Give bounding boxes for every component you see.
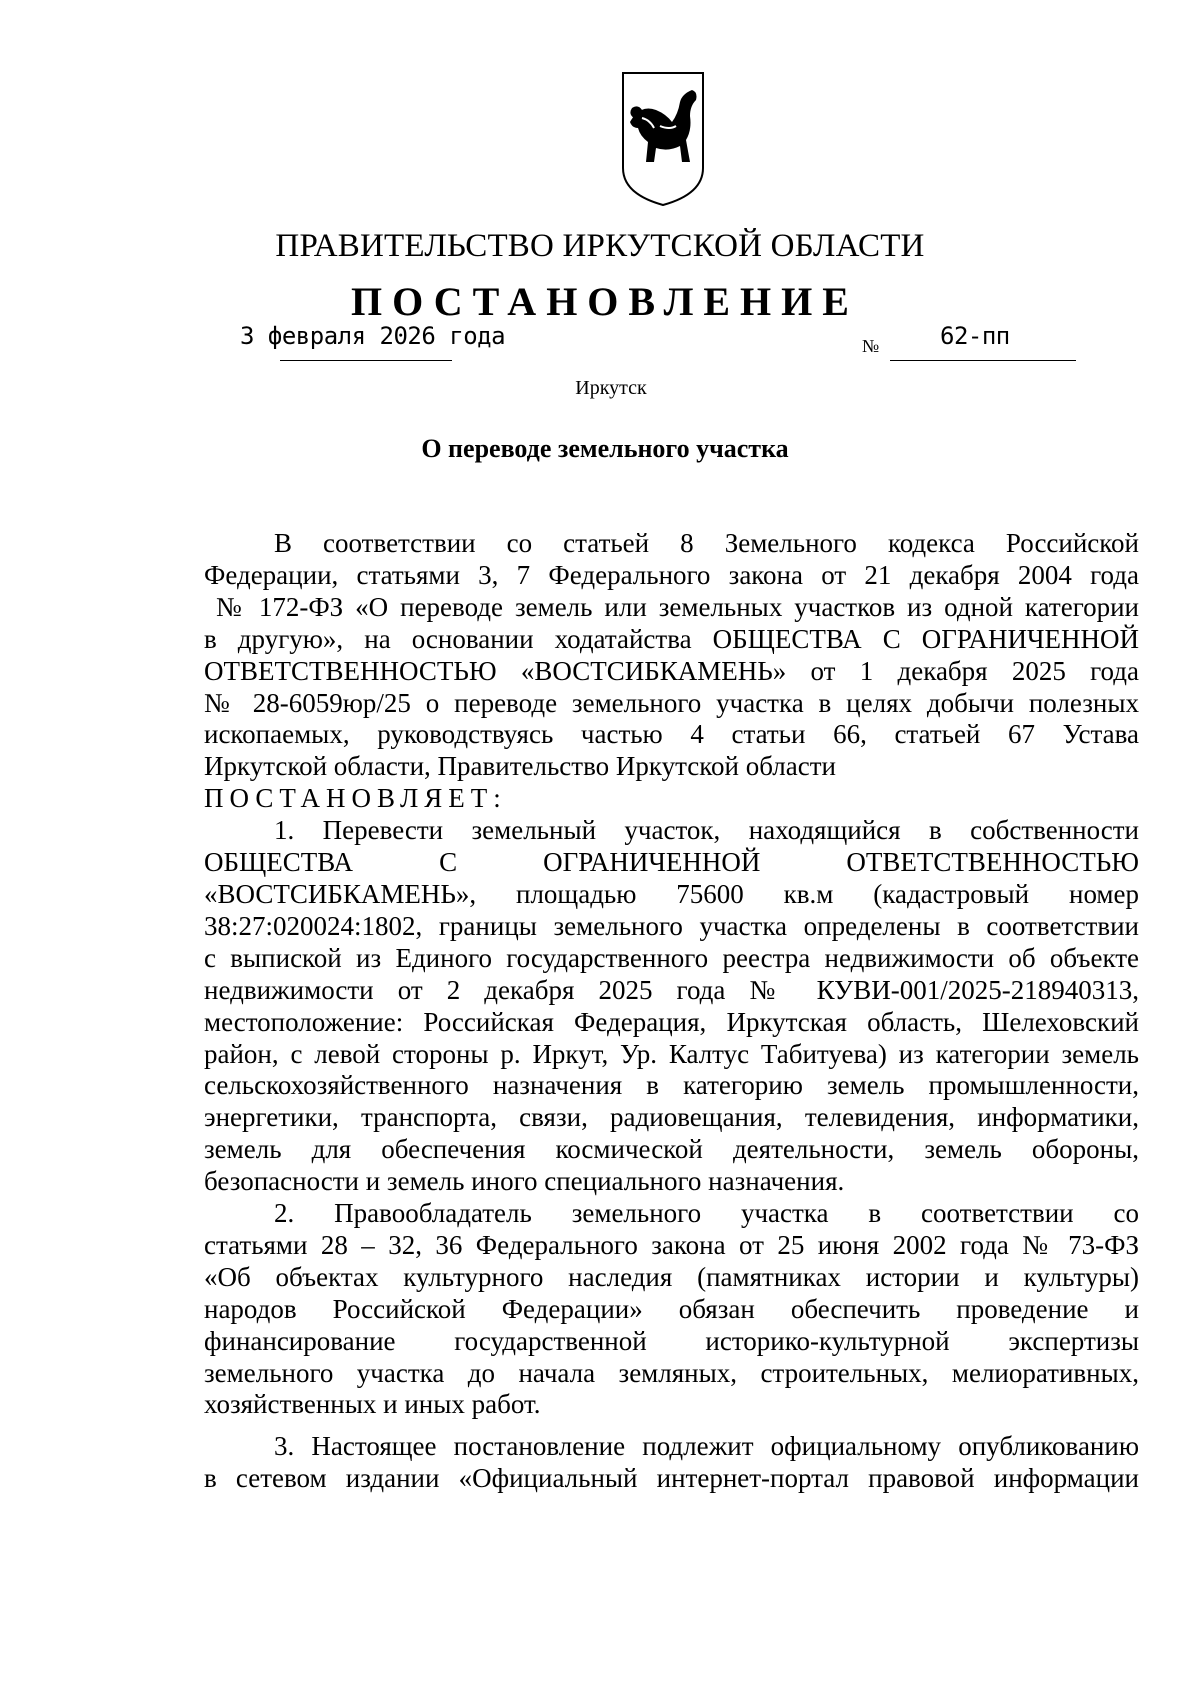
text-line: № 172-ФЗ «О переводе земель или земельных участков из одной категории (204, 591, 1139, 622)
text-line: недвижимости от 2 декабря 2025 года № КУВИ-001/2025-218940313, (204, 974, 1139, 1005)
text-line: сельскохозяйственного назначения в категорию земель промышленности, (204, 1070, 1139, 1101)
irkutsk-coat-of-arms-icon (620, 70, 706, 208)
document-date: 3 февраля 2026 года (240, 322, 506, 350)
text-line: «ВОСТСИБКАМЕНЬ», площадью 75600 кв.м (кадастровый номер (204, 878, 1139, 909)
text-line: безопасности и земель иного специального назначения. (204, 1166, 845, 1197)
text-line: хозяйственных и иных работ. (204, 1389, 541, 1420)
text-line: земельного участка до начала земляных, строительных, мелиоративных, (204, 1357, 1139, 1388)
text-line: 1. Перевести земельный участок, находящийся в собственности (274, 815, 1139, 846)
text-line: Федерации, статьями 3, 7 Федерального закона от 21 декабря 2004 года (204, 559, 1139, 590)
document-body (204, 528, 1139, 1495)
paragraph-gap (204, 1421, 1139, 1431)
text-line: район, с левой стороны р. Иркут, Ур. Калтус Табитуева) из категории земель (204, 1038, 1139, 1069)
text-line: 3. Настоящее постановление подлежит официальному опубликованию (274, 1431, 1139, 1462)
decree-word-paragraph (204, 783, 1139, 815)
text-line: в другую», на основании ходатайства ОБЩЕСТВА С ОГРАНИЧЕННОЙ (204, 623, 1139, 654)
text-line: с выпиской из Единого государственного реестра недвижимости об объекте (204, 942, 1139, 973)
date-underline (280, 360, 452, 361)
item-3-paragraph (204, 1431, 1139, 1495)
decree-word: ПОСТАНОВЛЯЕТ: (204, 783, 507, 814)
item-2-paragraph (204, 1198, 1139, 1421)
document-number: 62-пп (940, 322, 1010, 350)
text-line: ископаемых, руководствуясь частью 4 статьи 66, статьей 67 Устава (204, 719, 1139, 750)
text-line: земель для обеспечения космической деятельности, земель обороны, (204, 1134, 1139, 1165)
text-line: 2. Правообладатель земельного участка в соответствии со (274, 1198, 1139, 1229)
item-1-paragraph (204, 815, 1139, 1198)
text-line: № 28-6059юр/25 о переводе земельного участка в целях добычи полезных (204, 687, 1139, 718)
text-line: местоположение: Российская Федерация, Иркутская область, Шелеховский (204, 1006, 1139, 1037)
text-line: В соответствии со статьей 8 Земельного кодекса Российской (274, 528, 1139, 558)
text-line: финансирование государственной историко-культурной экспертизы (204, 1325, 1139, 1356)
text-line: 38:27:020024:1802, границы земельного участка определены в соответствии (204, 910, 1139, 941)
text-line: энергетики, транспорта, связи, радиовещания, телевидения, информатики, (204, 1102, 1139, 1133)
preamble-paragraph (204, 528, 1139, 783)
number-underline (890, 360, 1076, 361)
text-line: в сетевом издании «Официальный интернет-портал правовой информации (204, 1463, 1139, 1494)
government-title: ПРАВИТЕЛЬСТВО ИРКУТСКОЙ ОБЛАСТИ (275, 228, 925, 264)
text-line: Иркутской области, Правительство Иркутской области (204, 751, 836, 782)
number-label: № (862, 336, 880, 356)
document-subject: О переводе земельного участка (421, 434, 789, 463)
text-line: народов Российской Федерации» обязан обеспечить проведение и (204, 1293, 1139, 1324)
text-line: «Об объектах культурного наследия (памятниках истории и культуры) (204, 1261, 1139, 1292)
document-type-title: ПОСТАНОВЛЕНИЕ (351, 279, 859, 324)
city-name: Иркутск (575, 377, 647, 399)
text-line: ОБЩЕСТВА С ОГРАНИЧЕННОЙ ОТВЕТСТВЕННОСТЬЮ (204, 847, 1139, 878)
text-line: ОТВЕТСТВЕННОСТЬЮ «ВОСТСИБКАМЕНЬ» от 1 декабря 2025 года (204, 655, 1139, 686)
text-line: статьями 28 – 32, 36 Федерального закона от 25 июня 2002 года № 73-ФЗ (204, 1229, 1139, 1260)
